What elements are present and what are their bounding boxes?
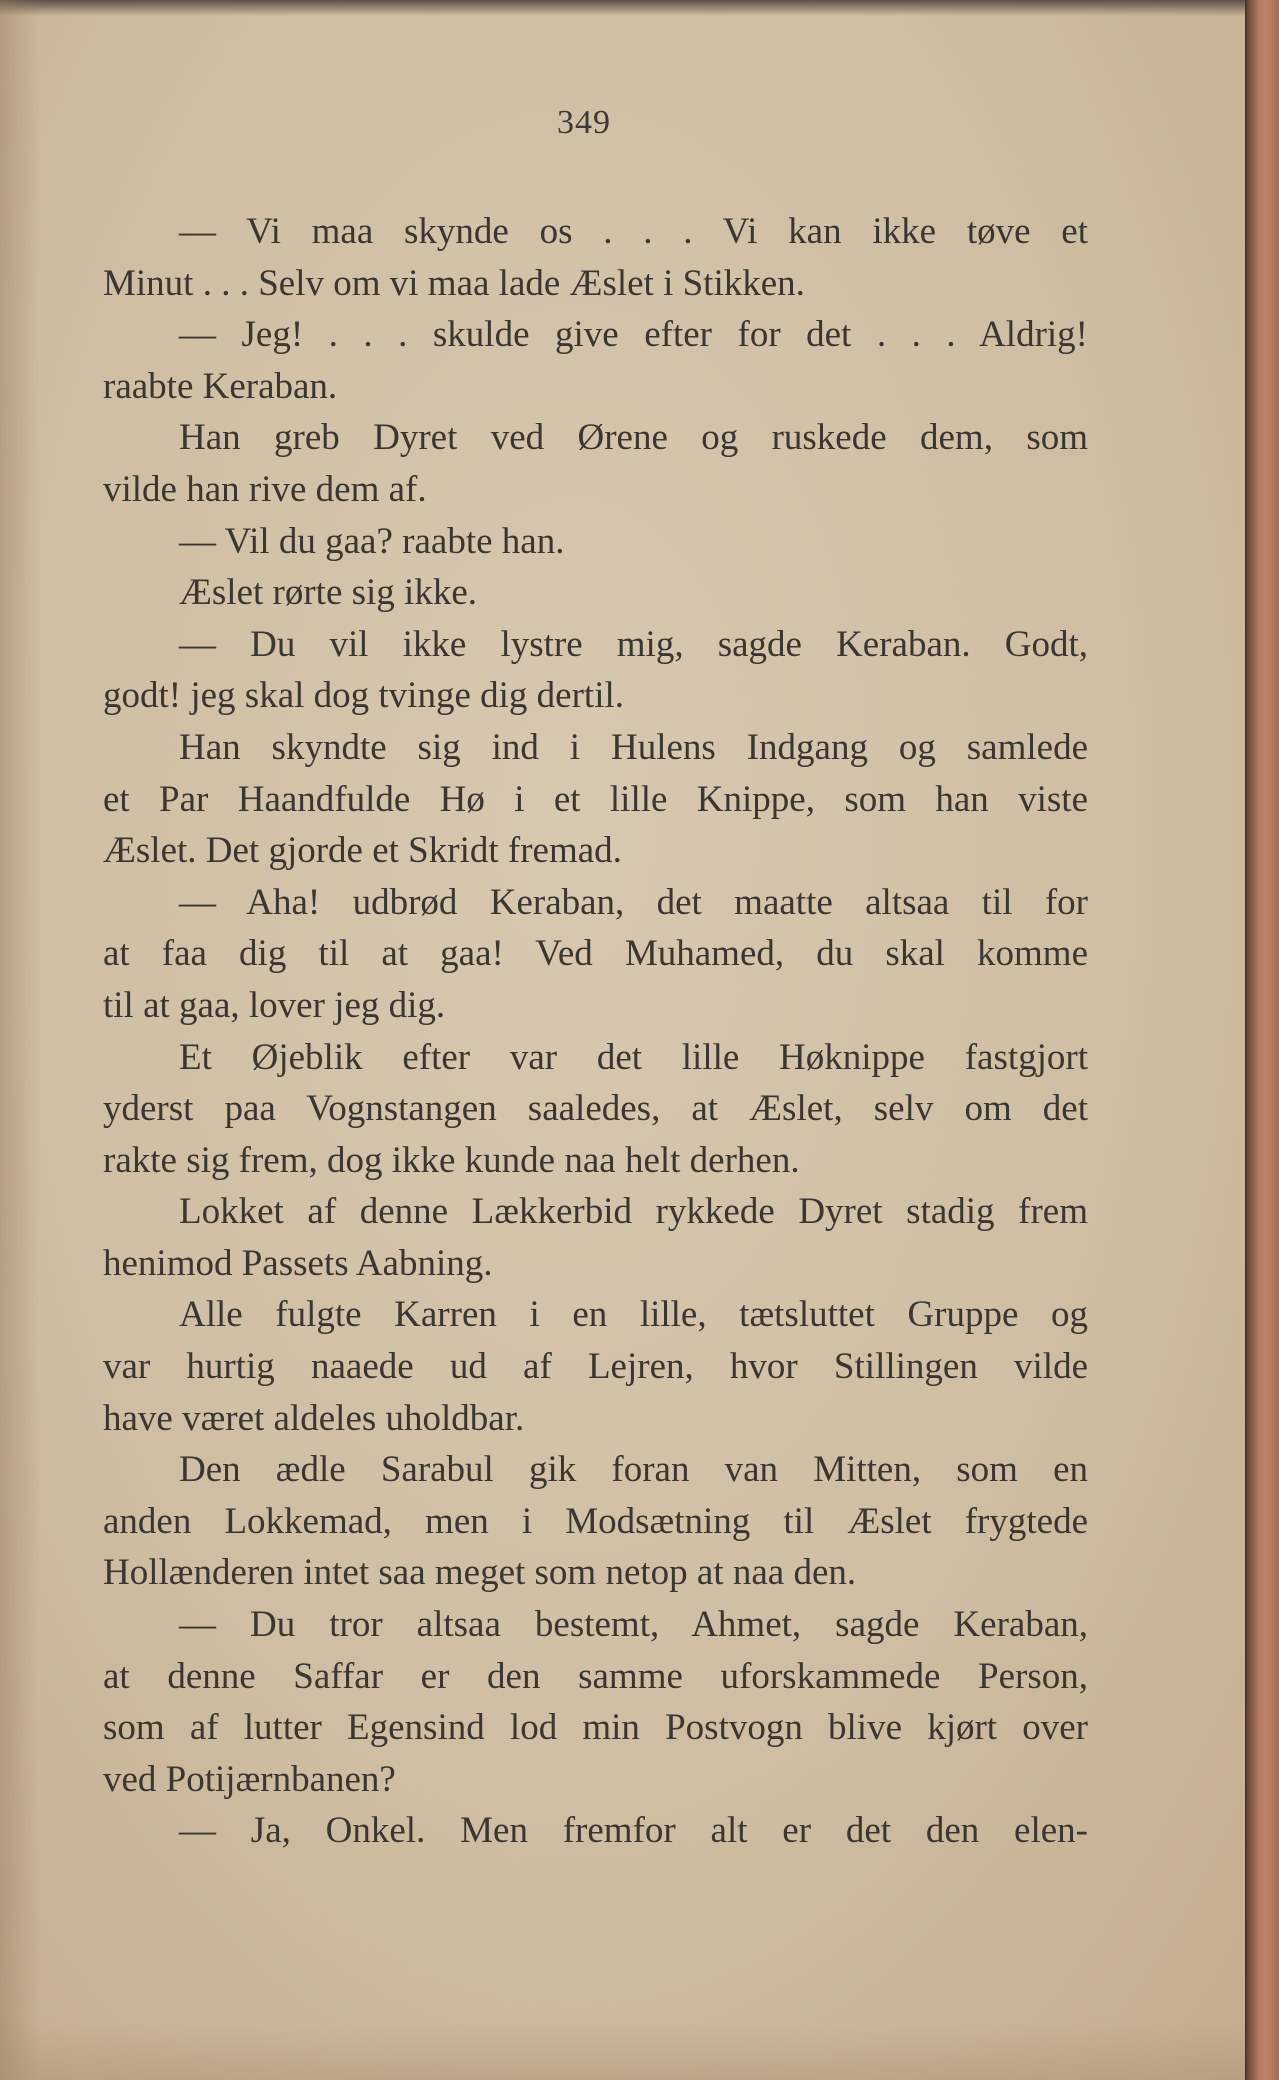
text-line: Han greb Dyret ved Ørene og ruskede dem, som [179,417,1088,459]
text-line: var hurtig naaede ud af Lejren, hvor Stillingen vilde [103,1346,1088,1388]
text-line: anden Lokkemad, men i Modsætning til Æslet frygtede [103,1500,1088,1542]
page-number: 349 [557,104,611,141]
book-edge [1245,0,1279,2080]
text-line: Minut . . . Selv om vi maa lade Æslet i Stikken. [103,262,805,304]
text-line: som af lutter Egensind lod min Postvogn blive kjørt over [103,1707,1088,1749]
text-line: — Jeg! . . . skulde give efter for det . . . Aldrig! [179,314,1088,356]
text-line: Hollænderen intet saa meget som netop at naa den. [103,1552,857,1594]
text-line: at faa dig til at gaa! Ved Muhamed, du skal komme [103,933,1088,975]
text-line: at denne Saffar er den samme uforskammede Person, [103,1655,1088,1697]
text-line: ved Potijærnbanen? [103,1758,396,1800]
text-line: — Du tror altsaa bestemt, Ahmet, sagde Keraban, [179,1604,1088,1646]
text-line: henimod Passets Aabning. [103,1242,493,1284]
text-line: — Vil du gaa? raabte han. [179,520,565,562]
text-line: godt! jeg skal dog tvinge dig dertil. [103,675,624,717]
text-line: have været aldeles uholdbar. [103,1397,525,1439]
text-line: — Aha! udbrød Keraban, det maatte altsaa til for [179,881,1088,923]
text-line: til at gaa, lover jeg dig. [103,984,446,1026]
text-line: et Par Haandfulde Hø i et lille Knippe, som han viste [103,778,1088,820]
page-top-shadow [0,0,1279,16]
text-line: vilde han rive dem af. [103,468,427,510]
text-line: Den ædle Sarabul gik foran van Mitten, som en [179,1449,1088,1491]
page-bottom-shadow [0,2020,1279,2080]
text-line: raabte Keraban. [103,365,338,407]
page-left-shadow [0,0,40,2080]
text-block [103,206,1088,1857]
text-line: Lokket af denne Lækkerbid rykkede Dyret stadig frem [179,1191,1088,1233]
text-line: yderst paa Vognstangen saaledes, at Æslet, selv om det [103,1088,1088,1130]
text-line: Æslet. Det gjorde et Skridt fremad. [103,830,622,872]
text-line: Han skyndte sig ind i Hulens Indgang og samlede [179,726,1088,768]
text-line: Et Øjeblik efter var det lille Høknippe fastgjort [179,1036,1088,1078]
text-line: Æslet rørte sig ikke. [179,572,478,614]
text-line: — Ja, Onkel. Men fremfor alt er det den elen- [179,1810,1088,1852]
text-line: — Du vil ikke lystre mig, sagde Keraban. Godt, [179,623,1088,665]
text-line: rakte sig frem, dog ikke kunde naa helt derhen. [103,1139,800,1181]
text-line: Alle fulgte Karren i en lille, tætsluttet Gruppe og [179,1294,1088,1336]
text-line: — Vi maa skynde os . . . Vi kan ikke tøve et [179,211,1088,252]
